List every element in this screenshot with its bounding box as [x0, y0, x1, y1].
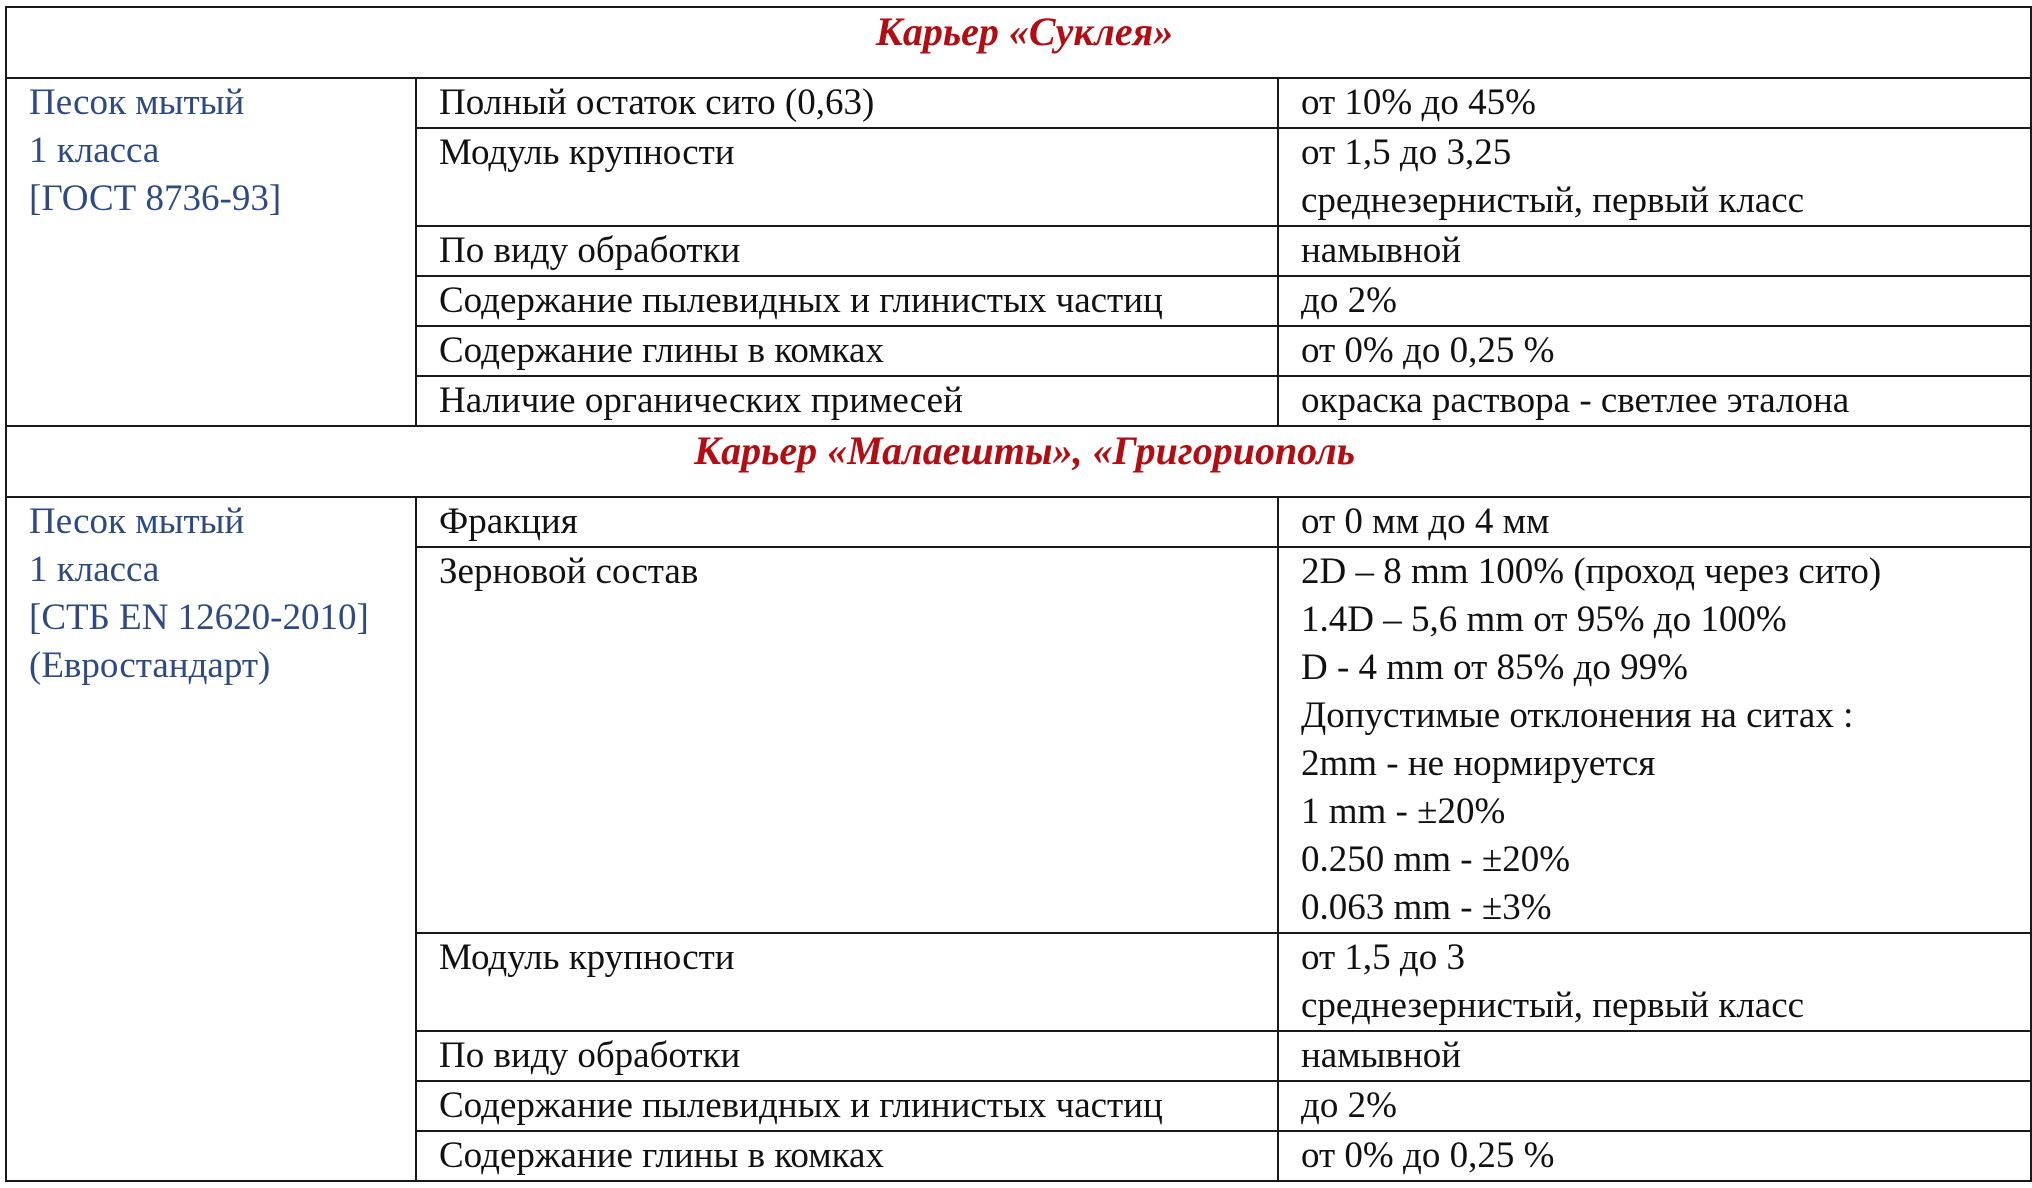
section-title-row [6, 426, 2031, 497]
material-line: [СТБ EN 12620-2010] [29, 597, 369, 638]
value-line: окраска раствора - светлее эталона [1301, 380, 1850, 421]
value-line: до 2% [1301, 1085, 1397, 1126]
value-line: 0.250 mm - ±20% [1301, 839, 1571, 880]
value-line: 0.063 mm - ±3% [1301, 887, 1552, 928]
value-line: намывной [1301, 230, 1462, 271]
spec-table-body [6, 7, 2031, 1181]
value-cell [1278, 1031, 2031, 1081]
value-cell [1278, 326, 2031, 376]
value-cell [1278, 128, 2031, 226]
value-line: от 0 мм до 4 мм [1301, 501, 1550, 542]
property-cell: По виду обработки [416, 226, 1278, 276]
property-cell: Содержание глины в комках [416, 1131, 1278, 1181]
value-cell [1278, 276, 2031, 326]
property-cell: Модуль крупности [416, 933, 1278, 1031]
material-line: 1 класса [29, 130, 160, 171]
value-line: от 0% до 0,25 % [1301, 1135, 1555, 1176]
value-line: Допустимые отклонения на ситах : [1301, 695, 1854, 736]
section-title: Карьер «Суклея» [6, 7, 2031, 78]
value-cell [1278, 226, 2031, 276]
value-line: от 1,5 до 3,25 [1301, 132, 1512, 173]
material-line: (Евростандарт) [29, 645, 271, 686]
property-cell: Содержание пылевидных и глинистых частиц [416, 1081, 1278, 1131]
value-line: от 0% до 0,25 % [1301, 330, 1555, 371]
value-cell [1278, 1081, 2031, 1131]
spec-table [5, 6, 2032, 1182]
value-line: 2D – 8 mm 100% (проход через сито) [1301, 551, 1882, 592]
value-line: от 1,5 до 3 [1301, 937, 1466, 978]
value-cell [1278, 933, 2031, 1031]
value-cell [1278, 78, 2031, 128]
value-line: 2mm - не нормируется [1301, 743, 1656, 784]
value-line: 1.4D – 5,6 mm от 95% до 100% [1301, 599, 1787, 640]
value-line: среднезернистый, первый класс [1301, 180, 1805, 221]
property-cell: Зерновой состав [416, 547, 1278, 933]
section-title-row [6, 7, 2031, 78]
value-cell [1278, 1131, 2031, 1181]
property-cell: По виду обработки [416, 1031, 1278, 1081]
value-cell [1278, 376, 2031, 426]
property-cell: Фракция [416, 497, 1278, 547]
material-line: Песок мытый [29, 501, 245, 542]
property-cell: Полный остаток сито (0,63) [416, 78, 1278, 128]
property-cell: Содержание глины в комках [416, 326, 1278, 376]
property-cell: Наличие органических примесей [416, 376, 1278, 426]
value-cell [1278, 547, 2031, 933]
value-line: намывной [1301, 1035, 1462, 1076]
material-line: [ГОСТ 8736-93] [29, 178, 282, 219]
material-line: 1 класса [29, 549, 160, 590]
value-line: от 10% до 45% [1301, 82, 1536, 123]
property-cell: Содержание пылевидных и глинистых частиц [416, 276, 1278, 326]
value-line: среднезернистый, первый класс [1301, 985, 1805, 1026]
value-line: до 2% [1301, 280, 1397, 321]
material-cell [6, 78, 416, 426]
value-line: D - 4 mm от 85% до 99% [1301, 647, 1689, 688]
table-row [6, 78, 2031, 128]
material-line: Песок мытый [29, 82, 245, 123]
value-line: 1 mm - ±20% [1301, 791, 1506, 832]
section-title: Карьер «Малаешты», «Григориополь [6, 426, 2031, 497]
property-cell: Модуль крупности [416, 128, 1278, 226]
material-cell [6, 497, 416, 1181]
table-row [6, 497, 2031, 547]
value-cell [1278, 497, 2031, 547]
